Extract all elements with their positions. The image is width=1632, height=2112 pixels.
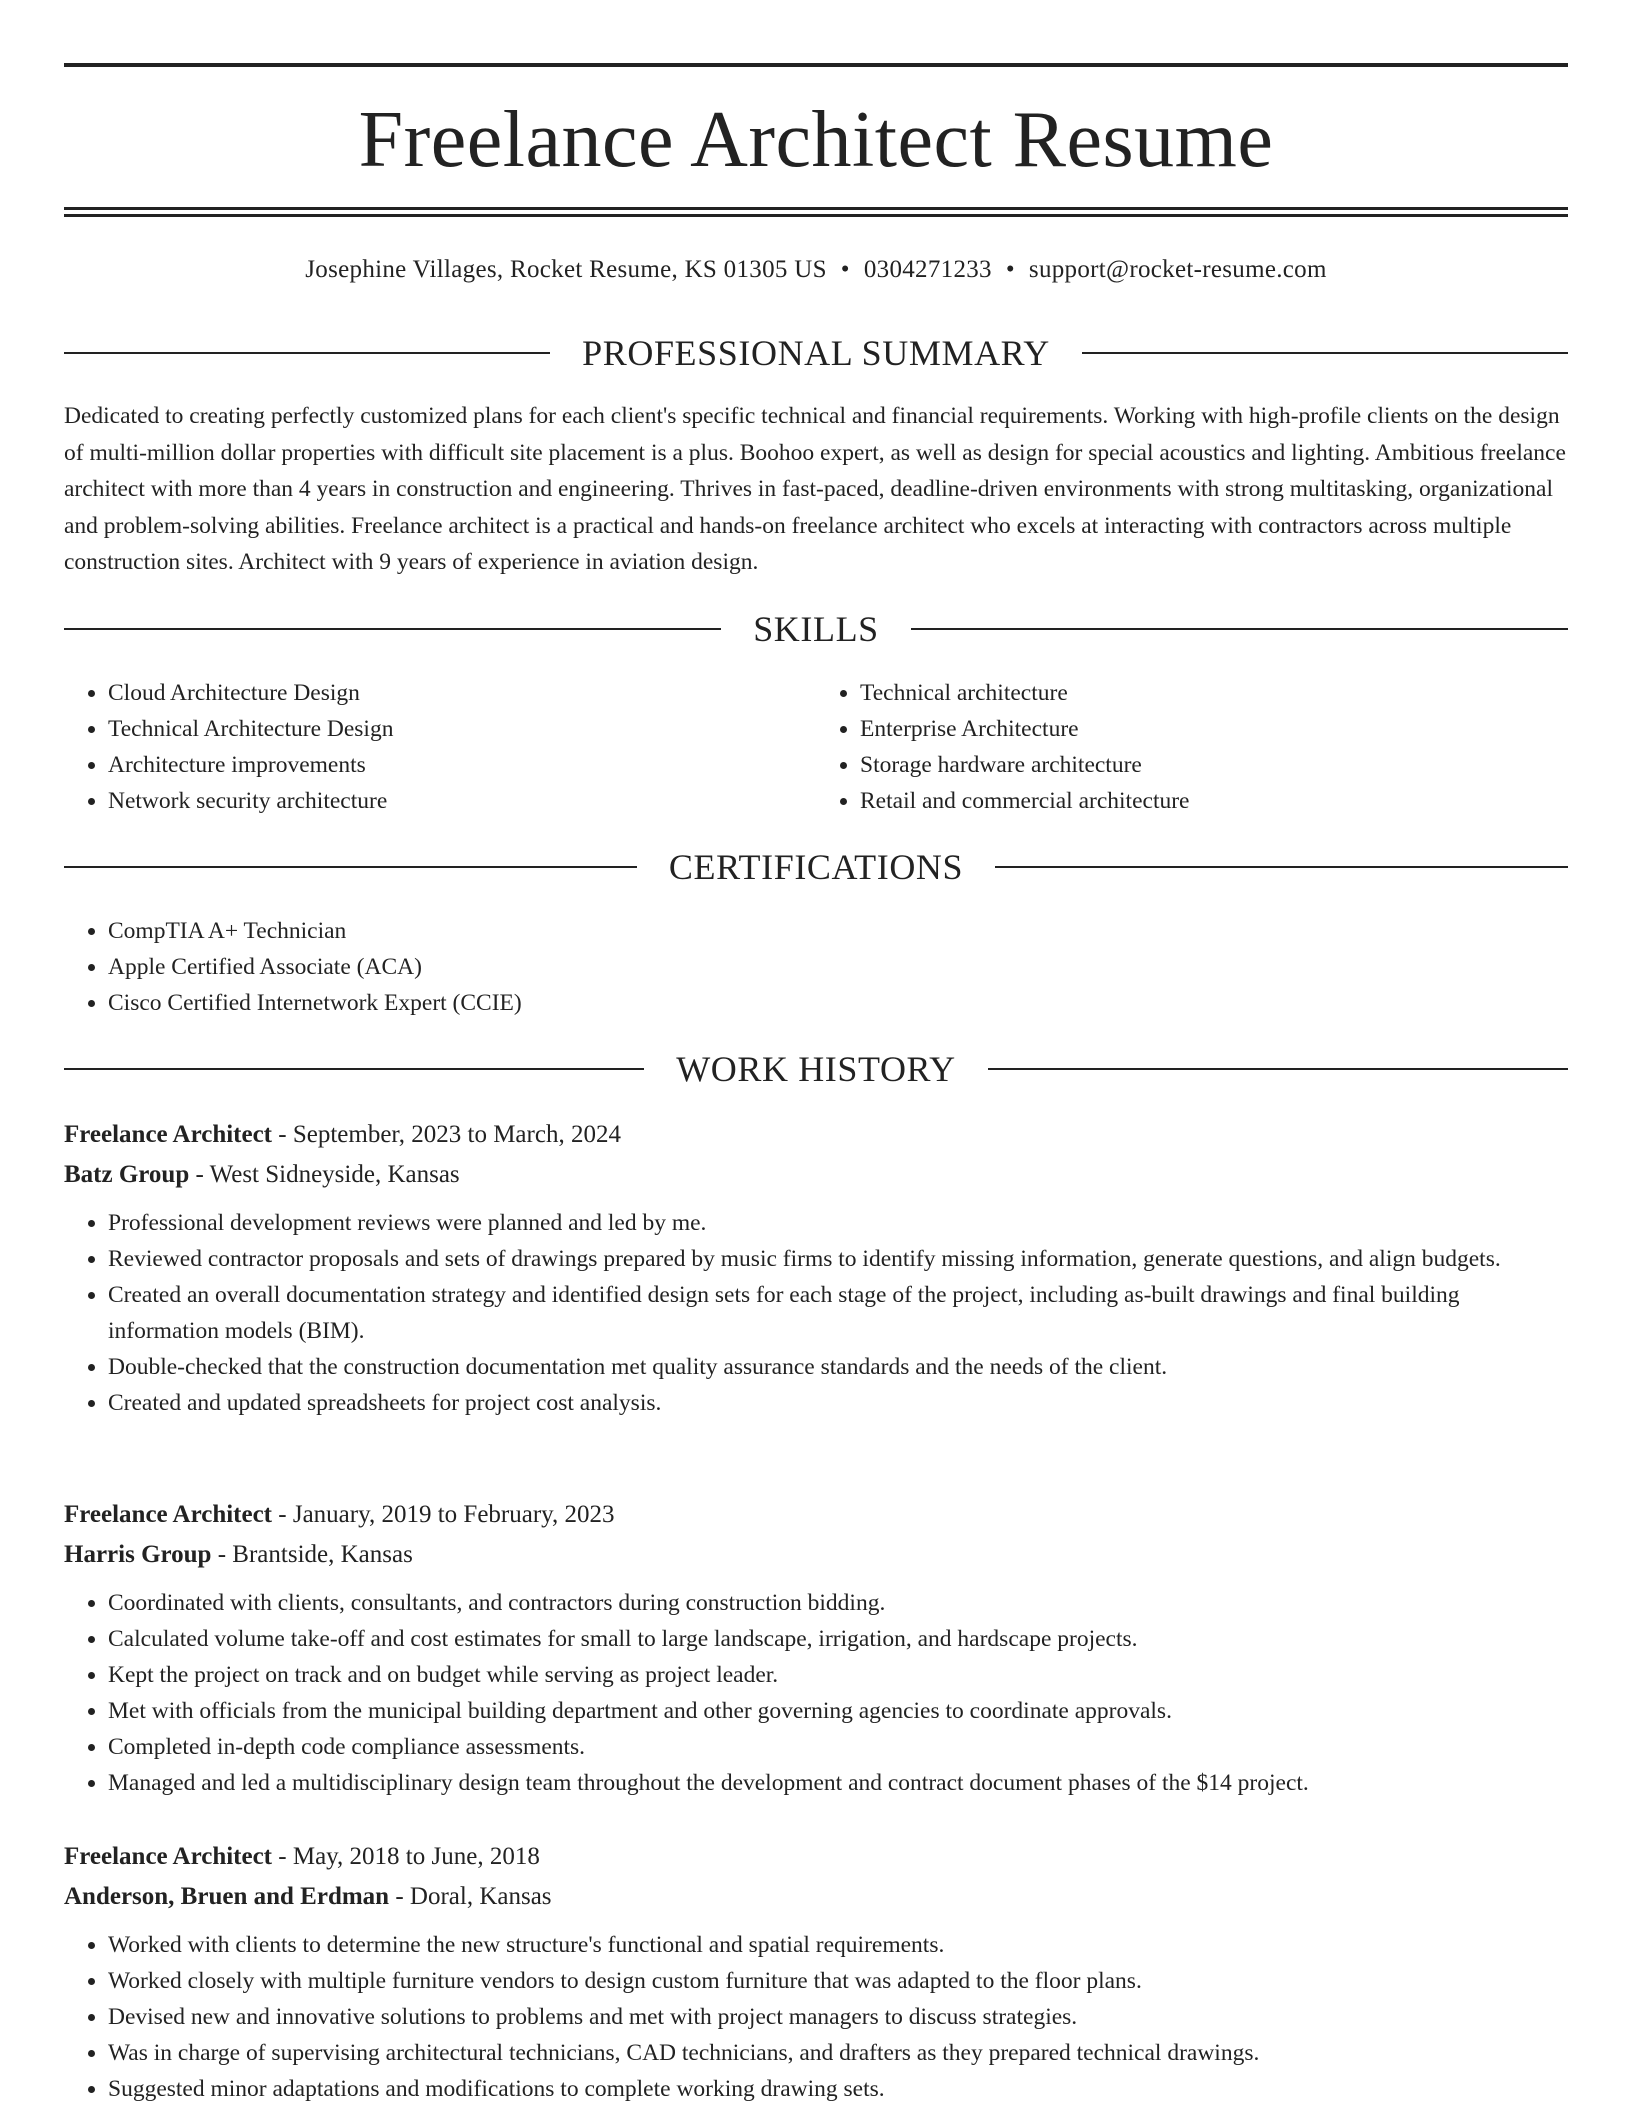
job-duties	[64, 1585, 1568, 1801]
skill-item: • Enterprise Architecture	[860, 711, 1568, 747]
header-top-rule	[64, 63, 1568, 67]
skill-item: • Storage hardware architecture	[860, 747, 1568, 783]
header-double-rule	[64, 207, 1568, 217]
skill-item: • Technical Architecture Design	[108, 711, 816, 747]
section-divider	[64, 866, 637, 868]
job-duty: • Professional development reviews were planned and led by me.	[108, 1205, 1568, 1241]
job-duty: • Worked closely with multiple furniture vendors to design custom furniture that was adapted to the floor plans.	[108, 1963, 1568, 1999]
section-header-skills	[64, 607, 1568, 651]
skill-item: • Cloud Architecture Design	[108, 675, 816, 711]
certification-item: • Apple Certified Associate (ACA)	[108, 949, 1568, 985]
job-location: - Doral, Kansas	[389, 1883, 552, 1910]
contact-address: Josephine Villages, Rocket Resume, KS 01305 US	[305, 256, 827, 283]
job-location: - West Sidneyside, Kansas	[189, 1161, 460, 1188]
job-role: Freelance Architect	[64, 1501, 273, 1528]
job-company-line	[64, 1877, 1568, 1917]
job-dates: - January, 2019 to February, 2023	[272, 1501, 615, 1528]
certification-item: • CompTIA A+ Technician	[108, 913, 1568, 949]
section-divider	[995, 866, 1568, 868]
contact-email: support@rocket-resume.com	[1028, 256, 1327, 283]
section-divider	[988, 1068, 1568, 1070]
section-title: WORK HISTORY	[676, 1049, 956, 1089]
job-duty: • Coordinated with clients, consultants, and contractors during construction bidding.	[108, 1585, 1568, 1621]
section-header-work-history	[64, 1047, 1568, 1091]
job-location: - Brantside, Kansas	[211, 1541, 413, 1568]
skills-list	[64, 675, 1568, 819]
skills-column-right	[816, 675, 1568, 819]
skill-item: • Network security architecture	[108, 783, 816, 819]
job-role: Freelance Architect	[64, 1843, 273, 1870]
contact-separator: •	[840, 256, 850, 283]
job-duty: • Suggested minor adaptations and modifications to complete working drawing sets.	[108, 2071, 1568, 2107]
job-duty: • Worked with clients to determine the new structure's functional and spatial requirements.	[108, 1927, 1568, 1963]
job-duties	[64, 1927, 1568, 2107]
job-duty: • Devised new and innovative solutions to problems and met with project managers to discuss strategies.	[108, 1999, 1568, 2035]
skills-column-left	[64, 675, 816, 819]
section-title: PROFESSIONAL SUMMARY	[582, 333, 1050, 373]
job-duty: • Calculated volume take-off and cost estimates for small to large landscape, irrigation, and hardscape projects.	[108, 1621, 1568, 1657]
contact-line	[64, 252, 1568, 288]
contact-phone: 0304271233	[863, 256, 992, 283]
job-company-line	[64, 1535, 1568, 1575]
job-title-line	[64, 1115, 1568, 1155]
skill-item: • Architecture improvements	[108, 747, 816, 783]
job-entry	[64, 1495, 1568, 1801]
job-duty: • Reviewed contractor proposals and sets of drawings prepared by music firms to identify missing information, generate questions, and align budgets.	[108, 1241, 1568, 1277]
job-dates: - September, 2023 to March, 2024	[272, 1121, 621, 1148]
job-title-line	[64, 1837, 1568, 1877]
skill-item: • Retail and commercial architecture	[860, 783, 1568, 819]
certification-item: • Cisco Certified Internetwork Expert (CCIE)	[108, 985, 1568, 1021]
job-entry	[64, 1115, 1568, 1421]
skill-item: • Technical architecture	[860, 675, 1568, 711]
section-divider	[64, 628, 721, 630]
section-title: SKILLS	[753, 609, 879, 649]
resume-title: Freelance Architect Resume	[358, 96, 1274, 184]
job-company-line	[64, 1155, 1568, 1195]
section-title: CERTIFICATIONS	[668, 847, 964, 887]
section-divider	[64, 352, 550, 354]
job-duty: • Managed and led a multidisciplinary design team throughout the development and contract document phases of the $14 project.	[108, 1765, 1568, 1801]
job-company: Batz Group	[64, 1161, 190, 1188]
job-duty: • Double-checked that the construction documentation met quality assurance standards and the needs of the client.	[108, 1349, 1568, 1385]
job-duty: • Created and updated spreadsheets for project cost analysis.	[108, 1385, 1568, 1421]
job-duty: • Was in charge of supervising architectural technicians, CAD technicians, and drafters as they prepared technical drawings.	[108, 2035, 1568, 2071]
job-duties	[64, 1205, 1568, 1421]
section-divider	[911, 628, 1568, 630]
job-duty: • Created an overall documentation strategy and identified design sets for each stage of the project, including as-built drawings and final building information models (BIM).	[108, 1277, 1568, 1349]
job-company: Anderson, Bruen and Erdman	[64, 1883, 390, 1910]
certifications-list	[64, 913, 1568, 1021]
job-duty: • Met with officials from the municipal building department and other governing agencies to coordinate approvals.	[108, 1693, 1568, 1729]
contact-separator: •	[1005, 256, 1015, 283]
job-entry	[64, 1837, 1568, 2107]
job-duty: • Kept the project on track and on budget while serving as project leader.	[108, 1657, 1568, 1693]
job-role: Freelance Architect	[64, 1121, 273, 1148]
professional-summary-text: Dedicated to creating perfectly customized plans for each client's specific technical and financial requirements. Working with high-profile clients on the design of multi-million dollar properties with difficult site placement is a plus. Boohoo expert, as well as design for special acoustics and lighting. Ambitious freelance architect with more than 4 years in construction and engineering. Thrives in fast-paced, deadline-driven environments with strong multitasking, organizational and problem-solving abilities. Freelance architect is a practical and hands-on freelance architect who excels at interacting with contractors across multiple construction sites. Architect with 9 years of experience in aviation design.	[64, 403, 1566, 576]
job-title-line	[64, 1495, 1568, 1535]
job-duty: • Completed in-depth code compliance assessments.	[108, 1729, 1568, 1765]
job-company: Harris Group	[64, 1541, 212, 1568]
section-header-certifications	[64, 845, 1568, 889]
job-dates: - May, 2018 to June, 2018	[272, 1843, 540, 1870]
section-divider	[1082, 352, 1568, 354]
section-header-summary	[64, 331, 1568, 375]
section-divider	[64, 1068, 644, 1070]
